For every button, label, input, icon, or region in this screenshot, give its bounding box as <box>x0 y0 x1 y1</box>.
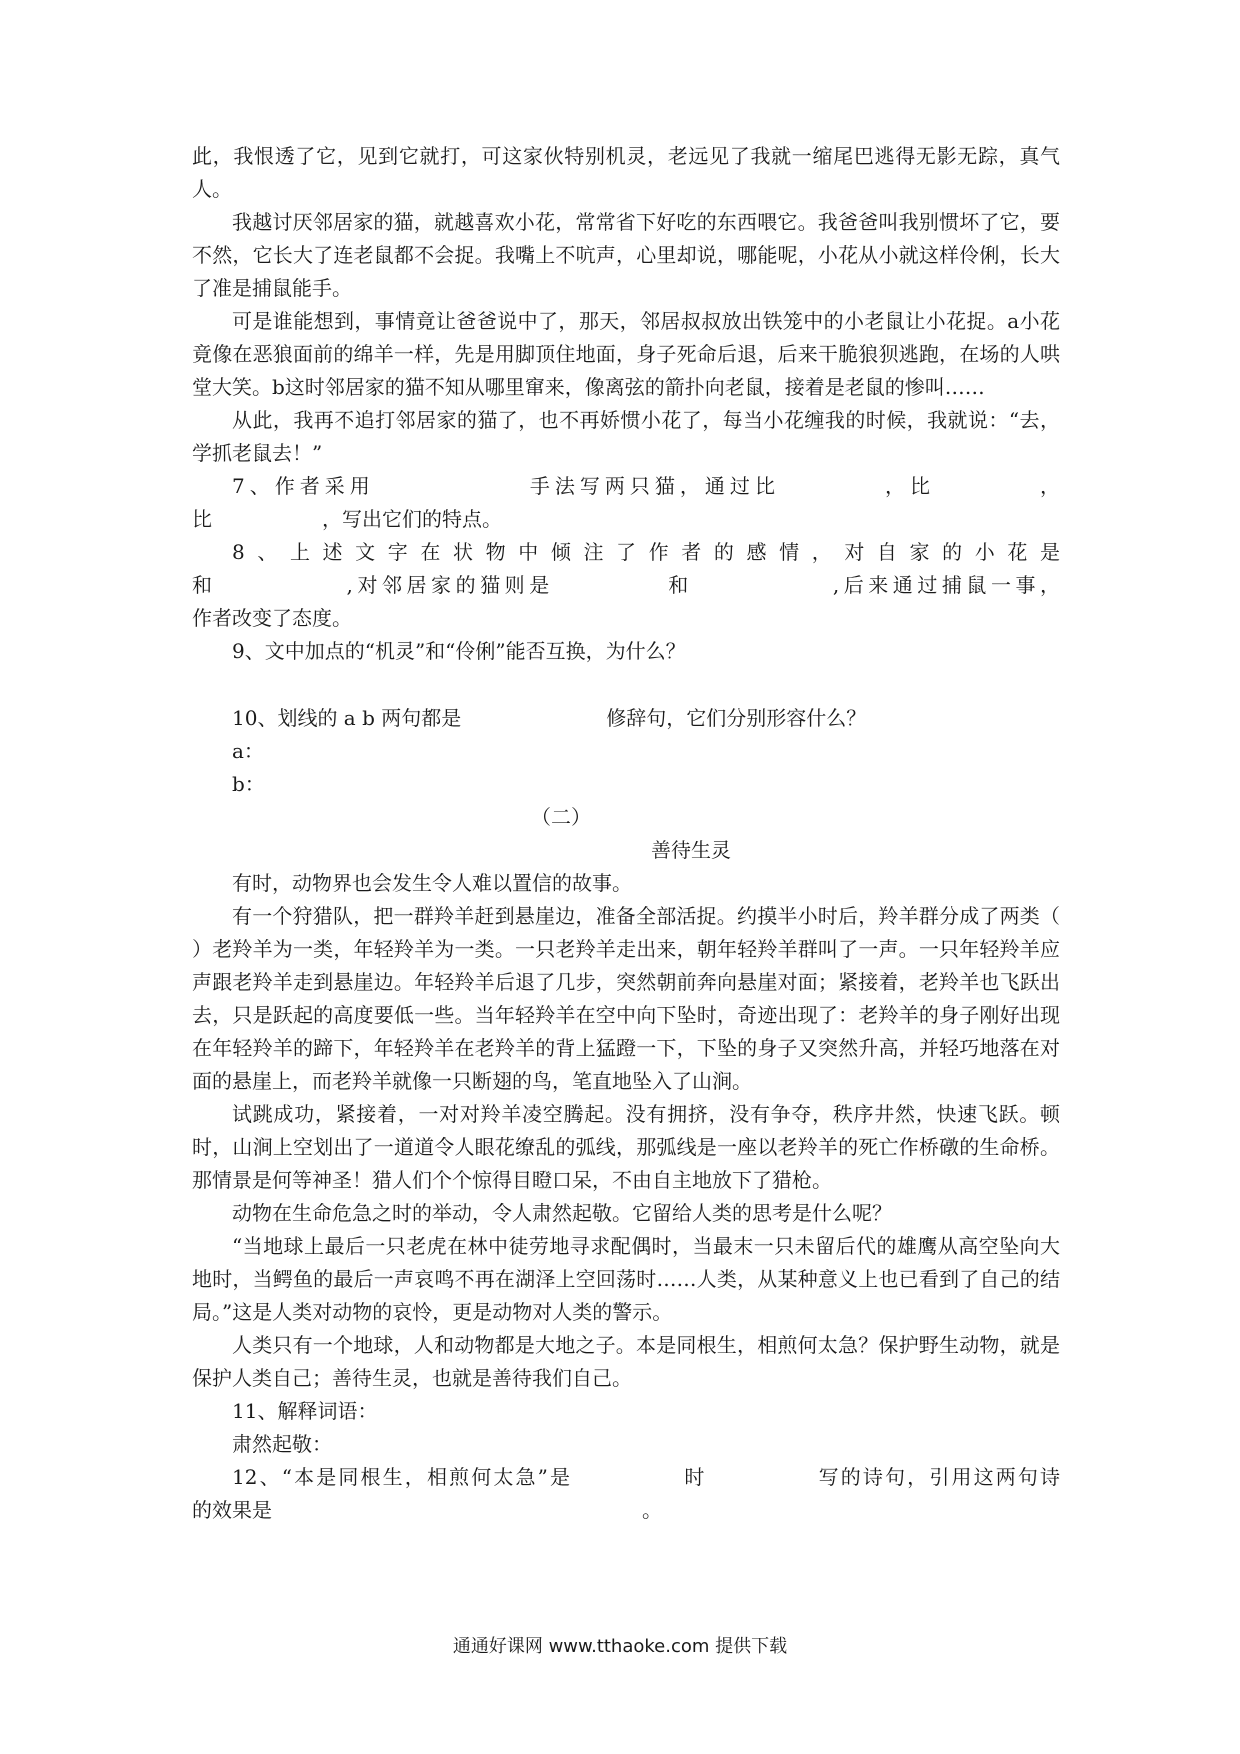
question-12-text: 的效果是 <box>192 1498 272 1522</box>
answer-space <box>192 668 1060 702</box>
question-11-term: 肃然起敬： <box>232 1432 332 1456</box>
question-8-line-3: 作者改变了态度。 <box>192 606 352 630</box>
question-10-text: 10、划线的 a b 两句都是 <box>232 706 462 730</box>
question-8-text: ,后来通过捕鼠一事， <box>832 573 1061 597</box>
paragraph: 人类只有一个地球，人和动物都是大地之子。本是同根生，相煎何太急？保护野生动物，就是保护人类自己；善待生灵，也就是善待我们自己。 <box>192 1333 1060 1390</box>
paragraph: 动物在生命危急之时的举动，令人肃然起敬。它留给人类的思考是什么呢？ <box>232 1201 892 1225</box>
paragraph: 有时，动物界也会发生令人难以置信的故事。 <box>232 871 632 895</box>
question-8-line-1: 8、上述文字在状物中倾注了作者的感情，对自家的小花是 <box>232 540 1060 564</box>
question-12-line-2 <box>192 1494 1060 1527</box>
worksheet-page <box>192 140 1060 1527</box>
question-12-text: 时 <box>682 1465 707 1489</box>
question-7-text: ，比 <box>879 474 935 498</box>
answer-label-a: a： <box>232 739 264 763</box>
question-7-text: ， <box>1035 474 1061 498</box>
paragraph: 从此，我再不追打邻居家的猫了，也不再娇惯小花了，每当小花缠我的时候，我就说：“去，学抓老鼠去！” <box>192 408 1060 465</box>
question-10 <box>192 702 1060 735</box>
question-7-line-2 <box>192 503 1060 536</box>
question-8-text: 和 <box>192 573 217 597</box>
question-8-line-2 <box>192 569 1060 602</box>
question-7-text: ，写出它们的特点。 <box>322 507 502 531</box>
question-10-text: 修辞句，它们分别形容什么？ <box>606 706 867 730</box>
paragraph: 试跳成功，紧接着，一对对羚羊凌空腾起。没有拥挤，没有争夺，秩序井然，快速飞跃。顿时，山涧上空划出了一道道令人眼花缭乱的弧线，那弧线是一座以老羚羊的死亡作桥礅的生命桥。那情景是何等神圣！猎人们个个惊得目瞪口呆，不由自主地放下了猎枪。 <box>192 1102 1060 1192</box>
paragraph: 此，我恨透了它，见到它就打，可这家伙特别机灵，老远见了我就一缩尾巴逃得无影无踪，真气人。 <box>192 144 1060 201</box>
question-12-text: 12、“本是同根生，相煎何太急”是 <box>232 1465 573 1489</box>
question-7-line-1 <box>192 470 1060 503</box>
paragraph: “当地球上最后一只老虎在林中徒劳地寻求配偶时，当最末一只未留后代的雄鹰从高空坠向大地时，当鳄鱼的最后一声哀鸣不再在湖泽上空回荡时……人类，从某种意义上也已看到了自己的结局。”这是人类对动物的哀怜，更是动物对人类的警示。 <box>192 1234 1060 1324</box>
question-12-text: 写的诗句，引用这两句诗 <box>816 1465 1061 1489</box>
question-12-text: 。 <box>642 1498 662 1522</box>
paragraph: 可是谁能想到，事情竟让爸爸说中了，那天，邻居叔叔放出铁笼中的小老鼠让小花捉。a小花竟像在恶狼面前的绵羊一样，先是用脚顶住地面，身子死命后退，后来干脆狼狈逃跑，在场的人哄堂大笑。b这时邻居家的猫不知从哪里窜来，像离弦的箭扑向老鼠，接着是老鼠的惨叫…… <box>192 309 1060 399</box>
question-11: 11、解释词语： <box>232 1399 378 1423</box>
answer-label-b: b： <box>232 772 265 796</box>
question-12-line-1 <box>192 1461 1060 1494</box>
question-7-text: 比 <box>192 507 212 531</box>
passage-title: 善待生灵 <box>651 838 731 862</box>
question-9: 9、文中加点的“机灵”和“伶俐”能否互换，为什么？ <box>232 639 686 663</box>
question-8-text: 和 <box>663 573 693 597</box>
question-8-text: ,对邻居家的猫则是 <box>346 573 554 597</box>
paragraph: 有一个狩猎队，把一群羚羊赶到悬崖边，准备全部活捉。约摸半小时后，羚羊群分成了两类（ ）老羚羊为一类，年轻羚羊为一类。一只老羚羊走出来，朝年轻羚羊群叫了一声。一只年轻羚羊应声跟老羚羊走到悬崖边。年轻羚羊后退了几步，突然朝前奔向悬崖对面；紧接着，老羚羊也飞跃出去，只是跃起的高度要低一些。当年轻羚羊在空中向下坠时，奇迹出现了：老羚羊的身子刚好出现在年轻羚羊的蹄下，年轻羚羊在老羚羊的背上猛蹬一下，下坠的身子又突然升高，并轻巧地落在对面的悬崖上，而老羚羊就像一只断翅的鸟，笔直地坠入了山涧。 <box>192 904 1060 1093</box>
question-7-text: 手法写两只猫，通过比 <box>524 474 780 498</box>
paragraph: 我越讨厌邻居家的猫，就越喜欢小花，常常省下好吃的东西喂它。我爸爸叫我别惯坏了它，要不然，它长大了连老鼠都不会捉。我嘴上不吭声，心里却说，哪能呢，小花从小就这样伶俐，长大了准是捕鼠能手。 <box>192 210 1060 300</box>
question-7-text: 7、作者采用 <box>232 474 375 498</box>
section-number: （二） <box>531 805 591 829</box>
page-footer: 通通好课网 www.tthaoke.com 提供下载 <box>452 1636 788 1657</box>
